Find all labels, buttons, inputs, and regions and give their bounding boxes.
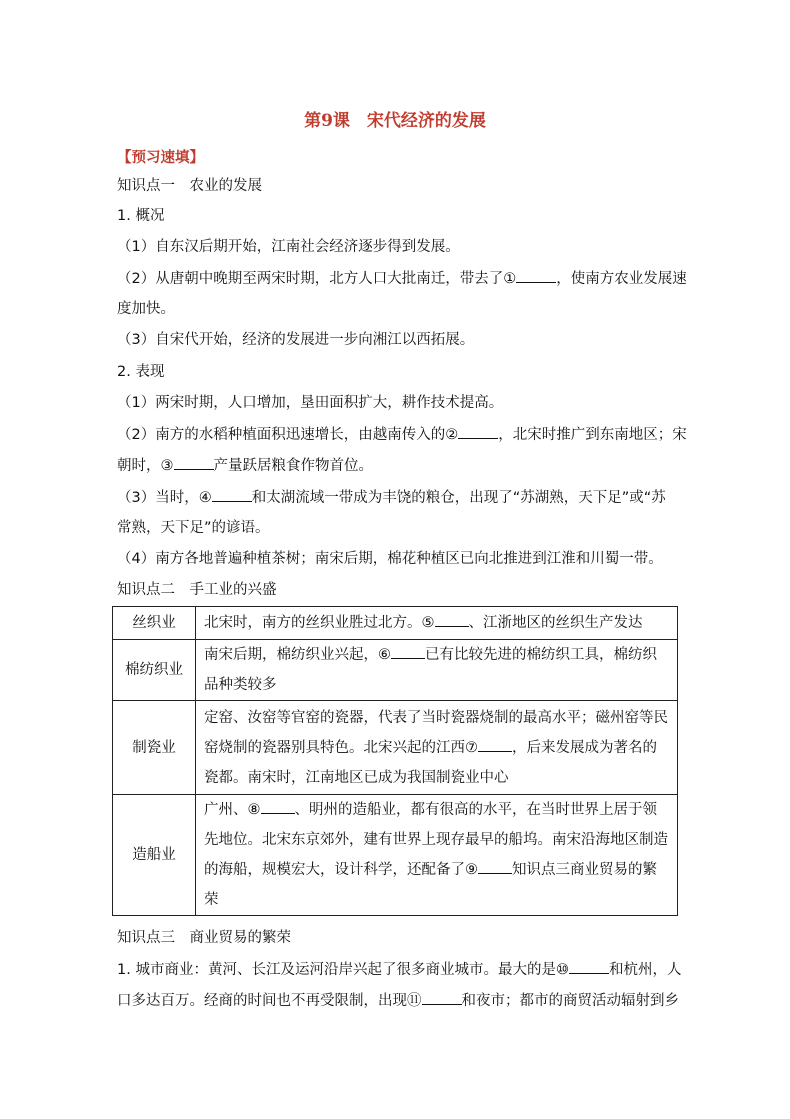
text: ，北宋时推广到东南地区；宋 — [498, 427, 687, 443]
text: （2）南方的水稻种植面积迅速增长，由越南传入的② — [117, 427, 459, 443]
kp3-heading: 知识点三 商业贸易的繁荣 — [117, 930, 291, 946]
fill-blank-4[interactable] — [212, 487, 252, 502]
text: 定窑、汝窑等官窑的瓷器，代表了当时瓷器烧制的最高水平；磁州窑等民窑烧制的瓷器别具特色。北宋兴起的江西⑦ — [204, 709, 668, 756]
kp1-heading: 知识点一 农业的发展 — [117, 178, 262, 194]
kp3-line2 — [117, 990, 679, 1011]
kp1-line7: （4）南方各地普遍种植茶树；南宋后期，棉花种植区已向北推进到江淮和川蜀一带。 — [117, 551, 663, 567]
kp3-line1 — [117, 959, 681, 980]
text: 和夜市；都市的商贸活动辐射到乡 — [461, 993, 679, 1009]
kp1-line1: （1）自东汉后期开始，江南社会经济逐步得到发展。 — [117, 239, 460, 255]
table-row — [113, 795, 678, 916]
kp1-sub1: 1. 概况 — [117, 208, 165, 224]
row-category: 棉纺织业 — [113, 640, 196, 701]
table-row — [113, 701, 678, 795]
row-category: 丝织业 — [113, 607, 196, 640]
handicraft-table — [112, 606, 678, 916]
kp1-sub2: 2. 表现 — [117, 364, 165, 380]
text: 广州、⑧ — [204, 802, 261, 818]
text: ，后来发展成为著名的瓷都。南宋时，江南地区已成为我国制瓷业中心 — [204, 739, 657, 786]
text: 已有比较先进的棉纺织工具，棉纺织品种类较多 — [204, 647, 657, 693]
text: 和杭州，人 — [608, 962, 682, 978]
fill-blank-3[interactable] — [174, 455, 214, 470]
kp1-line5-cont — [117, 455, 373, 476]
kp1-line4: （1）两宋时期，人口增加，垦田面积扩大，耕作技术提高。 — [117, 395, 504, 411]
lesson-title: 第9课 宋代经济的发展 — [304, 111, 486, 131]
fill-blank-5[interactable] — [435, 612, 469, 627]
fill-blank-10[interactable] — [569, 959, 609, 974]
text: 、江浙地区的丝织生产发达 — [468, 615, 643, 631]
fill-blank-11[interactable] — [422, 990, 462, 1005]
table-row — [113, 607, 678, 640]
text: 知识点三商业贸易的繁荣 — [204, 862, 657, 908]
text: 朝时，③ — [117, 458, 174, 474]
text: ，使南方农业发展速 — [556, 271, 687, 287]
kp1-line6 — [117, 487, 666, 508]
kp1-line2 — [117, 268, 687, 289]
text: 产量跃居粮食作物首位。 — [213, 458, 373, 474]
kp1-line6-cont: 常熟，天下足”的谚语。 — [117, 520, 270, 536]
table-row — [113, 640, 678, 701]
text: 口多达百万。经商的时间也不再受限制，出现⑪ — [117, 993, 422, 1009]
fill-blank-1[interactable] — [516, 268, 556, 283]
fill-blank-2[interactable] — [458, 424, 498, 439]
section-tag: 【预习速填】 — [117, 150, 204, 166]
row-category: 制瓷业 — [113, 701, 196, 795]
row-description — [196, 795, 678, 916]
row-category: 造船业 — [113, 795, 196, 916]
fill-blank-9[interactable] — [478, 859, 512, 874]
text: 、明州的造船业，都有很高的水平，在当时世界上居于领先地位。北宋东京郊外，建有世界上现存最早的船坞。南宋沿海地区制造的海船，规模宏大，设计科学，还配备了⑨ — [204, 802, 668, 878]
text: 北宋时，南方的丝织业胜过北方。⑤ — [204, 615, 435, 631]
kp2-heading: 知识点二 手工业的兴盛 — [117, 582, 277, 598]
text: 和太湖流域一带成为丰饶的粮仓，出现了“苏湖熟，天下足”或“苏 — [251, 490, 666, 506]
fill-blank-8[interactable] — [261, 799, 295, 814]
row-description — [196, 701, 678, 795]
kp1-line5 — [117, 424, 687, 445]
kp1-line3: （3）自宋代开始，经济的发展进一步向湘江以西拓展。 — [117, 332, 475, 348]
row-description — [196, 607, 678, 640]
text: 南宋后期，棉纺织业兴起，⑥ — [204, 647, 391, 663]
row-description — [196, 640, 678, 701]
fill-blank-7[interactable] — [478, 737, 512, 752]
text: （3）当时，④ — [117, 490, 212, 506]
text: （2）从唐朝中晚期至两宋时期，北方人口大批南迁，带去了① — [117, 271, 517, 287]
text: 1. 城市商业：黄河、长江及运河沿岸兴起了很多商业城市。最大的是⑩ — [117, 962, 569, 978]
fill-blank-6[interactable] — [391, 644, 425, 659]
kp1-line2-cont: 度加快。 — [117, 301, 175, 317]
